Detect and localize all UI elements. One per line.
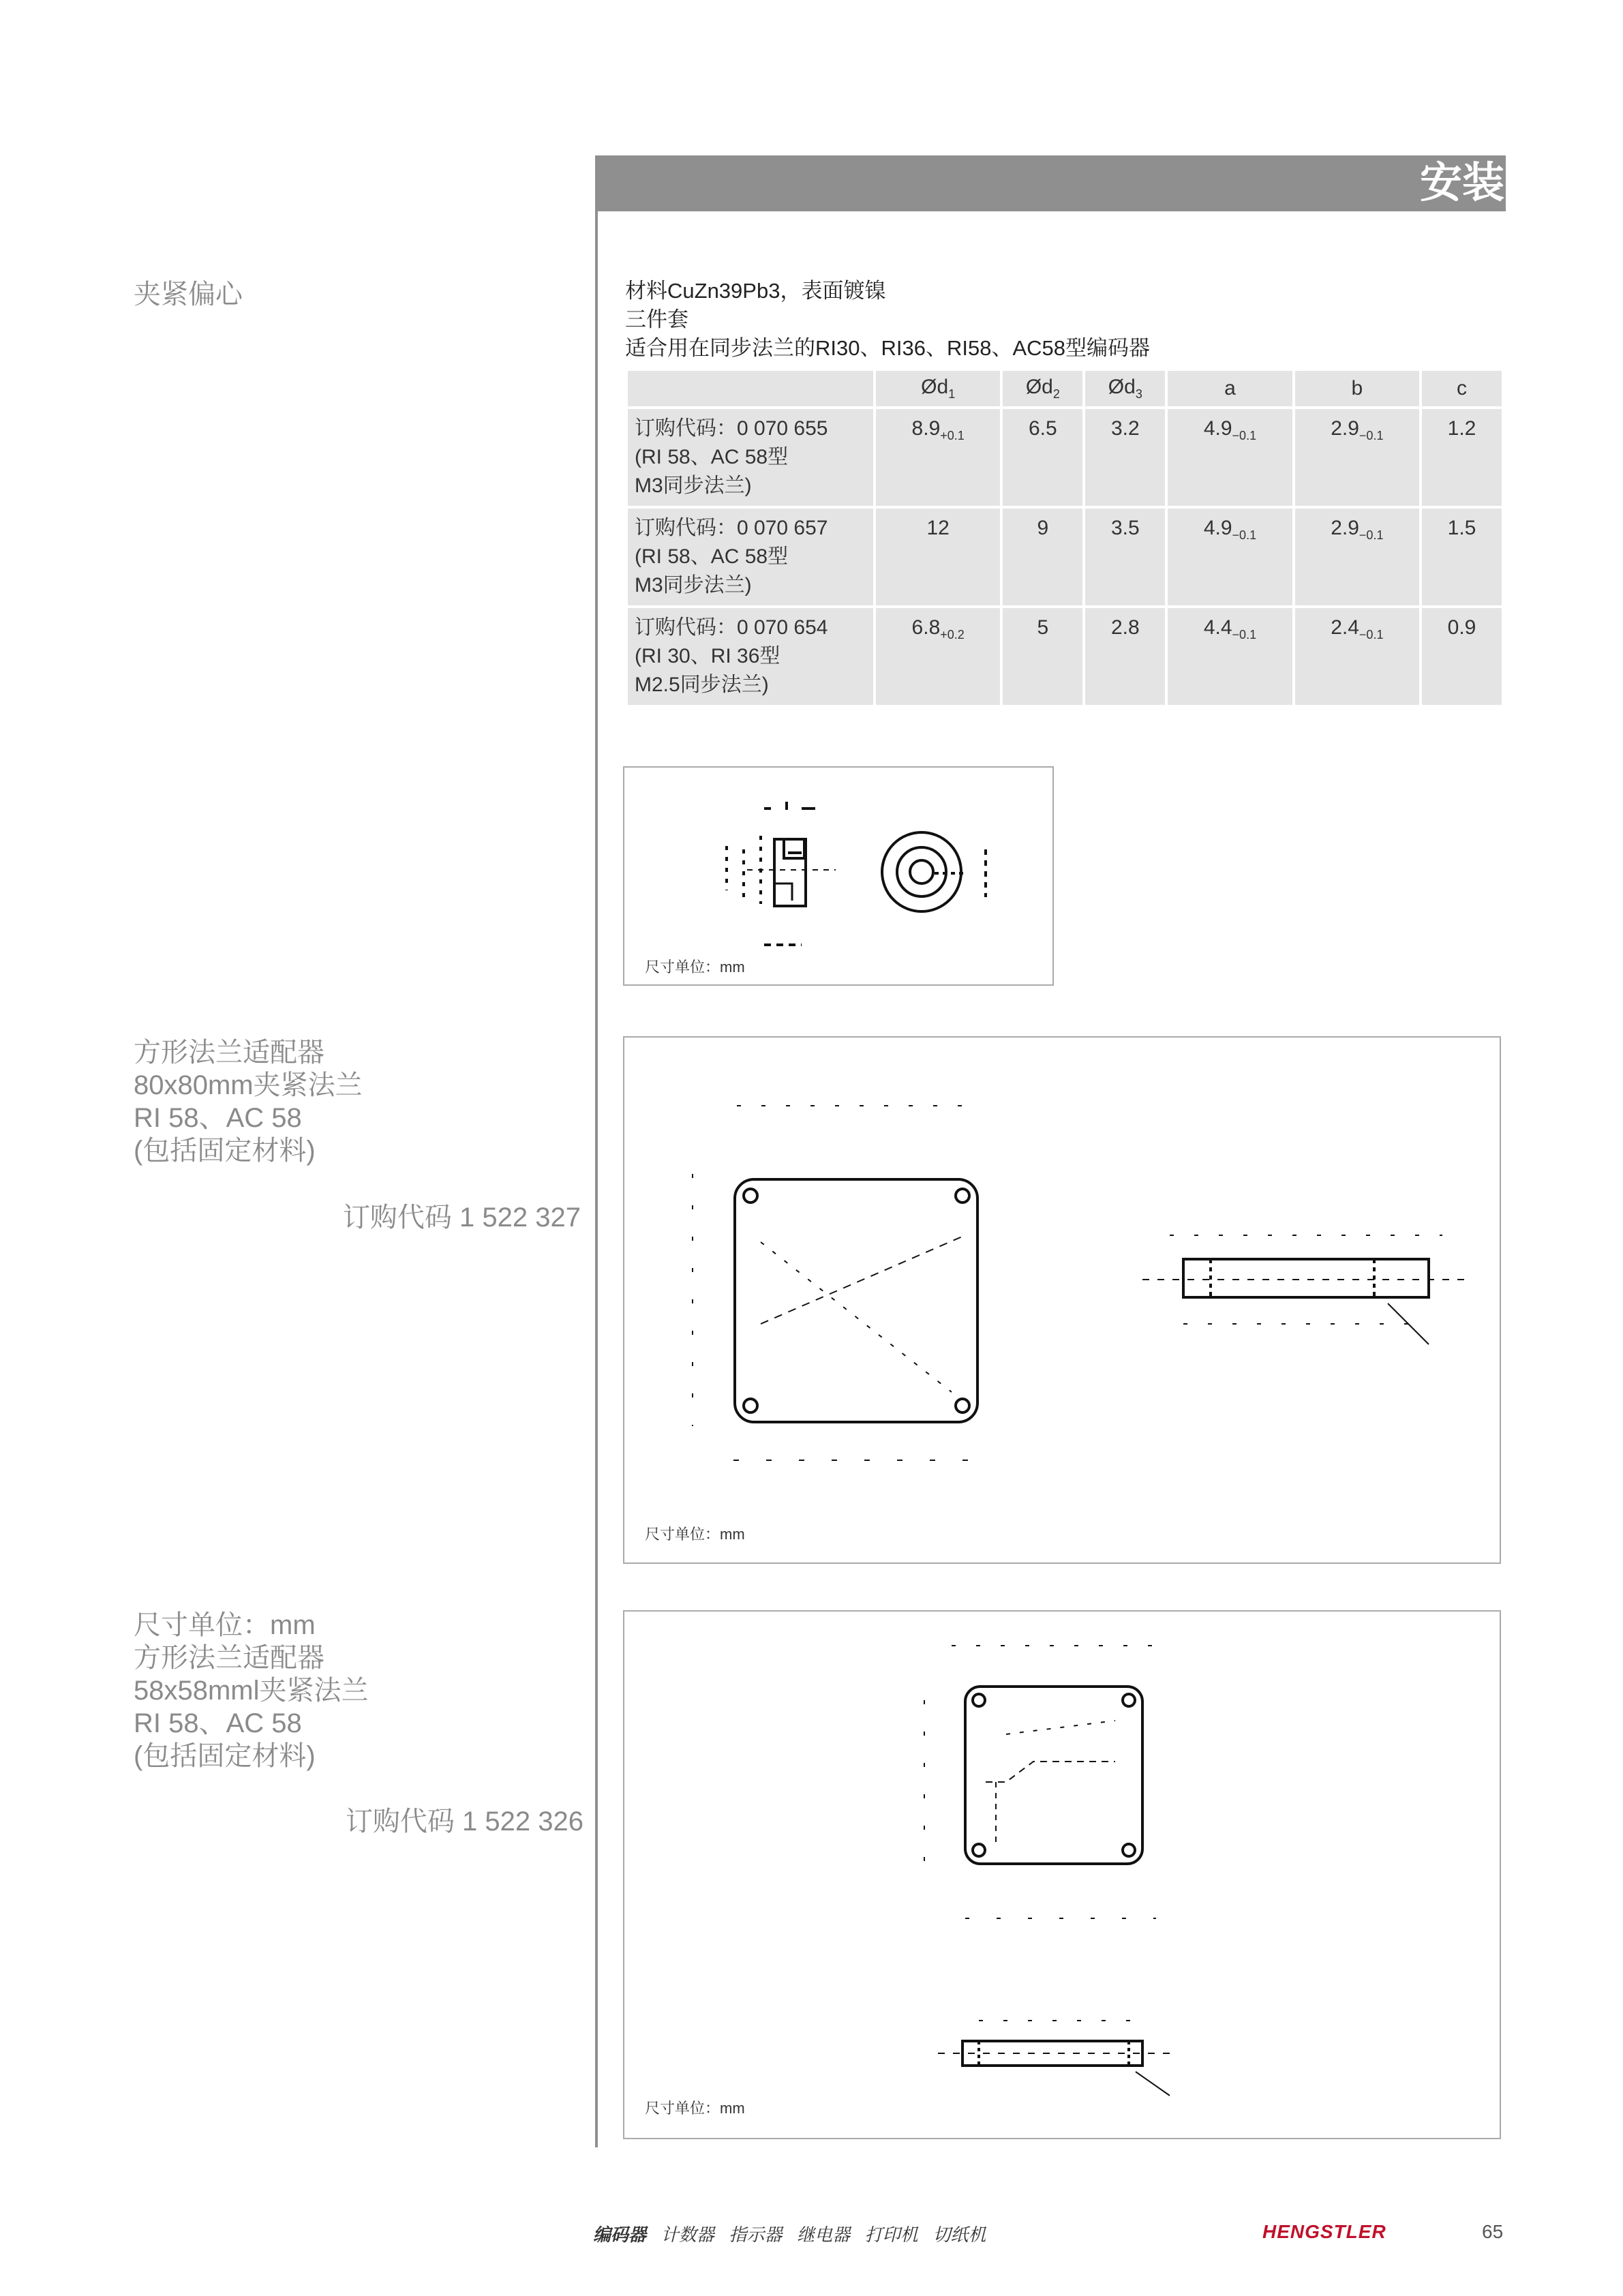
flange58-label: 尺寸单位：mm 方形法兰适配器 58x58mml夹紧法兰 RI 58、AC 58 (包括固定材料) — [134, 1610, 369, 1771]
b-cell — [1294, 408, 1421, 507]
footer-nav-indicator[interactable]: 指示器 — [729, 2224, 783, 2245]
unit-note: 尺寸单位：mm — [645, 958, 745, 976]
a-tolerance: −0.1 — [1232, 429, 1257, 442]
d2-cell: 9 — [1001, 507, 1084, 607]
header-bar — [595, 155, 1506, 211]
order-code-cell: 订购代码：0 070 654 (RI 30、RI 36型 M2.5同步法兰) — [626, 607, 875, 706]
flange80-drawing — [624, 1038, 1500, 1562]
desc-set: 三件套 — [625, 307, 688, 331]
d1-value: 12 — [926, 517, 950, 539]
a-tolerance: −0.1 — [1232, 528, 1257, 542]
footer-nav — [593, 2221, 986, 2246]
order-code-cell: 订购代码：0 070 655 (RI 58、AC 58型 M3同步法兰) — [626, 408, 875, 507]
c-cell: 1.2 — [1421, 408, 1503, 507]
header-cell-b: b — [1294, 369, 1421, 408]
table-header-row — [626, 369, 1503, 408]
flange80-drawing-box — [623, 1036, 1501, 1564]
order-code-cell: 订购代码：0 070 657 (RI 58、AC 58型 M3同步法兰) — [626, 507, 875, 607]
desc-fit: 适合用在同步法兰的RI30、RI36、RI58、AC58型编码器 — [625, 336, 1150, 360]
header-cell-a: a — [1166, 369, 1293, 408]
clamp-label: 夹紧偏心 — [134, 280, 243, 309]
b-cell — [1294, 507, 1421, 607]
b-tolerance: −0.1 — [1359, 429, 1384, 442]
a-value: 4.9 — [1203, 417, 1232, 440]
d1-tolerance: +0.2 — [940, 628, 965, 641]
header-cell-d3: $Ød_3$ — [1084, 369, 1166, 408]
header-cell-d2: $Ød_2$ — [1001, 369, 1084, 408]
vertical-divider — [595, 211, 598, 2147]
flange58-drawing-box — [623, 1610, 1501, 2139]
flange80-label: 方形法兰适配器 80x80mm夹紧法兰 RI 58、AC 58 (包括固定材料) — [134, 1038, 363, 1166]
d3-cell: 3.5 — [1084, 507, 1166, 607]
b-tolerance: −0.1 — [1359, 628, 1384, 641]
d1-cell — [875, 607, 1001, 706]
footer-nav-counter[interactable]: 计数器 — [661, 2224, 714, 2245]
header-cell-blank — [626, 369, 875, 408]
a-value: 4.4 — [1203, 616, 1232, 639]
d1-value: 8.9 — [911, 417, 941, 440]
d2-cell: 6.5 — [1001, 408, 1084, 507]
a-cell — [1166, 607, 1293, 706]
header-cell-d1: $Ød_1$ — [875, 369, 1001, 408]
a-value: 4.9 — [1203, 517, 1232, 539]
desc-material: 材料CuZn39Pb3，表面镀镍 — [625, 279, 886, 303]
clamp-drawing — [624, 768, 1052, 984]
page-title: 安装 — [1419, 160, 1504, 207]
flange58-drawing — [624, 1612, 1500, 2138]
d3-cell: 3.2 — [1084, 408, 1166, 507]
unit-note: 尺寸单位：mm — [645, 1526, 745, 1543]
b-tolerance: −0.1 — [1359, 528, 1384, 542]
footer-nav-encoder[interactable]: 编码器 — [593, 2224, 647, 2245]
b-value: 2.9 — [1331, 517, 1359, 539]
footer-nav-printer[interactable]: 打印机 — [864, 2224, 918, 2245]
footer-nav-cutter[interactable]: 切纸机 — [932, 2224, 986, 2245]
d1-cell — [875, 408, 1001, 507]
d1-value: 6.8 — [911, 616, 941, 639]
d1-tolerance: +0.1 — [940, 429, 965, 442]
header-cell-c: c — [1421, 369, 1503, 408]
table-row — [626, 607, 1503, 706]
a-tolerance: −0.1 — [1232, 628, 1257, 641]
c-cell: 0.9 — [1421, 607, 1503, 706]
unit-note: 尺寸单位：mm — [645, 2100, 745, 2117]
a-cell — [1166, 408, 1293, 507]
footer-nav-relay[interactable]: 继电器 — [797, 2224, 851, 2245]
table-row — [626, 507, 1503, 607]
table-row — [626, 408, 1503, 507]
a-cell — [1166, 507, 1293, 607]
flange58-order-code: 订购代码 1 522 326 — [345, 1807, 583, 1837]
c-cell: 1.5 — [1421, 507, 1503, 607]
d1-cell — [875, 507, 1001, 607]
flange80-order-code: 订购代码 1 522 327 — [342, 1203, 581, 1233]
d2-cell: 5 — [1001, 607, 1084, 706]
brand-logo: HENGSTLER — [1262, 2221, 1386, 2242]
d3-cell: 2.8 — [1084, 607, 1166, 706]
b-value: 2.4 — [1331, 616, 1359, 639]
b-cell — [1294, 607, 1421, 706]
spec-table — [625, 368, 1504, 708]
b-value: 2.9 — [1331, 417, 1359, 440]
clamp-drawing-box — [623, 766, 1054, 986]
page-number: 65 — [1482, 2221, 1504, 2242]
